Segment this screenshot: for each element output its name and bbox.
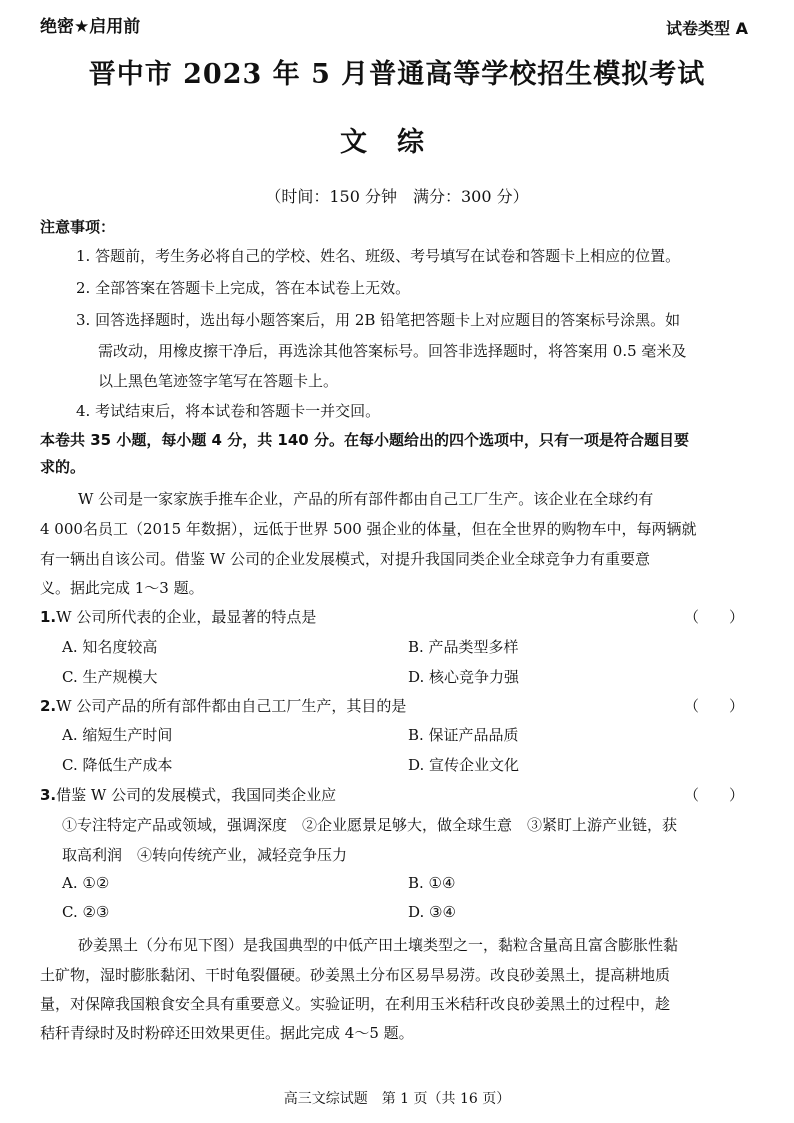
question-number: 1. <box>40 608 57 626</box>
passage-line: 量，对保障我国粮食安全具有重要意义。实验证明，在利用玉米秸秆改良砂姜黑土的过程中，趁 <box>40 995 671 1013</box>
notice-item-cont: 以上黑色笔迹签字笔写在答题卡上。 <box>98 372 339 390</box>
answer-paren: （ ） <box>683 608 744 626</box>
question-2-stem <box>40 695 406 716</box>
question-3-stem <box>40 784 336 805</box>
notice-item: 3. 回答选择题时，选出每小题答案后，用 2B 铅笔把答题卡上对应题目的答案标号涂黑。如 <box>76 311 681 329</box>
option-b: B. ①④ <box>408 874 456 892</box>
section-intro: 求的。 <box>40 458 86 476</box>
answer-paren: （ ） <box>683 697 744 715</box>
secrecy-label: 绝密★启用前 <box>40 17 141 37</box>
statement-line: 取高利润 ④转向传统产业，减轻竞争压力 <box>62 846 348 864</box>
option-c: C. ②③ <box>62 903 110 921</box>
question-text: 借鉴 W 公司的发展模式，我国同类企业应 <box>56 786 337 804</box>
notice-item: 1. 答题前，考生务必将自己的学校、姓名、班级、考号填写在试卷和答题卡上相应的位置。 <box>76 247 681 265</box>
question-text: W 公司产品的所有部件都由自己工厂生产，其目的是 <box>56 697 407 715</box>
subject-title <box>0 120 794 159</box>
passage-line: W 公司是一家家族手推车企业，产品的所有部件都由自己工厂生产。该企业在全球约有 <box>78 490 654 508</box>
option-c: C. 降低生产成本 <box>62 756 173 774</box>
notice-item-cont: 需改动，用橡皮擦干净后，再选涂其他答案标号。回答非选择题时，将答案用 0.5 毫米及 <box>98 342 687 360</box>
option-b: B. 产品类型多样 <box>408 638 519 656</box>
answer-paren: （ ） <box>683 786 744 804</box>
passage-line: 土矿物，湿时膨胀黏闭、干时龟裂僵硬。砂姜黑土分布区易旱易涝。改良砂姜黑土，提高耕地质 <box>40 966 671 984</box>
notice-item: 2. 全部答案在答题卡上完成，答在本试卷上无效。 <box>76 279 411 297</box>
exam-title: 晋中市 2023 年 5 月普通高等学校招生模拟考试 <box>88 59 706 90</box>
page-footer: 高三文综试题 第 1 页（共 16 页） <box>283 1091 511 1107</box>
question-text: W 公司所代表的企业，最显著的特点是 <box>56 608 317 626</box>
option-d: D. 宣传企业文化 <box>408 756 520 774</box>
notice-heading: 注意事项： <box>40 218 116 236</box>
passage-line: 秸秆青绿时及时粉碎还田效果更佳。据此完成 4～5 题。 <box>40 1024 414 1042</box>
option-c: C. 生产规模大 <box>62 668 158 686</box>
question-number: 2. <box>40 697 57 715</box>
option-a: A. ①② <box>62 874 110 892</box>
passage-line: 4 000名员工（2015 年数据），远低于世界 500 强企业的体量，但在全世界的购物车中，每两辆就 <box>40 520 697 538</box>
notice-item: 4. 考试结束后，将本试卷和答题卡一并交回。 <box>76 402 381 420</box>
passage-line: 有一辆出自该公司。借鉴 W 公司的企业发展模式，对提升我国同类企业全球竞争力有重要意 <box>40 550 650 568</box>
statement-line: ①专注特定产品或领域，强调深度 ②企业愿景足够大，做全球生意 ③紧盯上游产业链，获 <box>62 816 678 834</box>
question-number: 3. <box>40 786 57 804</box>
paper-type-label: 试卷类型 A <box>666 19 748 38</box>
option-a: A. 缩短生产时间 <box>62 726 173 744</box>
passage-line: 义。据此完成 1～3 题。 <box>40 579 204 597</box>
option-b: B. 保证产品品质 <box>408 726 519 744</box>
time-info: （时间：150 分钟 满分：300 分） <box>265 187 529 206</box>
option-a: A. 知名度较高 <box>62 638 158 656</box>
section-intro: 本卷共 35 小题，每小题 4 分，共 140 分。在每小题给出的四个选项中，只有一项是符合题目要 <box>40 431 689 449</box>
option-d: D. ③④ <box>408 903 456 921</box>
question-1-stem <box>40 606 316 627</box>
option-d: D. 核心竞争力强 <box>408 668 520 686</box>
subject-text: 文综 <box>340 127 454 158</box>
passage-line: 砂姜黑土（分布见下图）是我国典型的中低产田土壤类型之一，黏粒含量高且富含膨胀性黏 <box>78 936 679 954</box>
